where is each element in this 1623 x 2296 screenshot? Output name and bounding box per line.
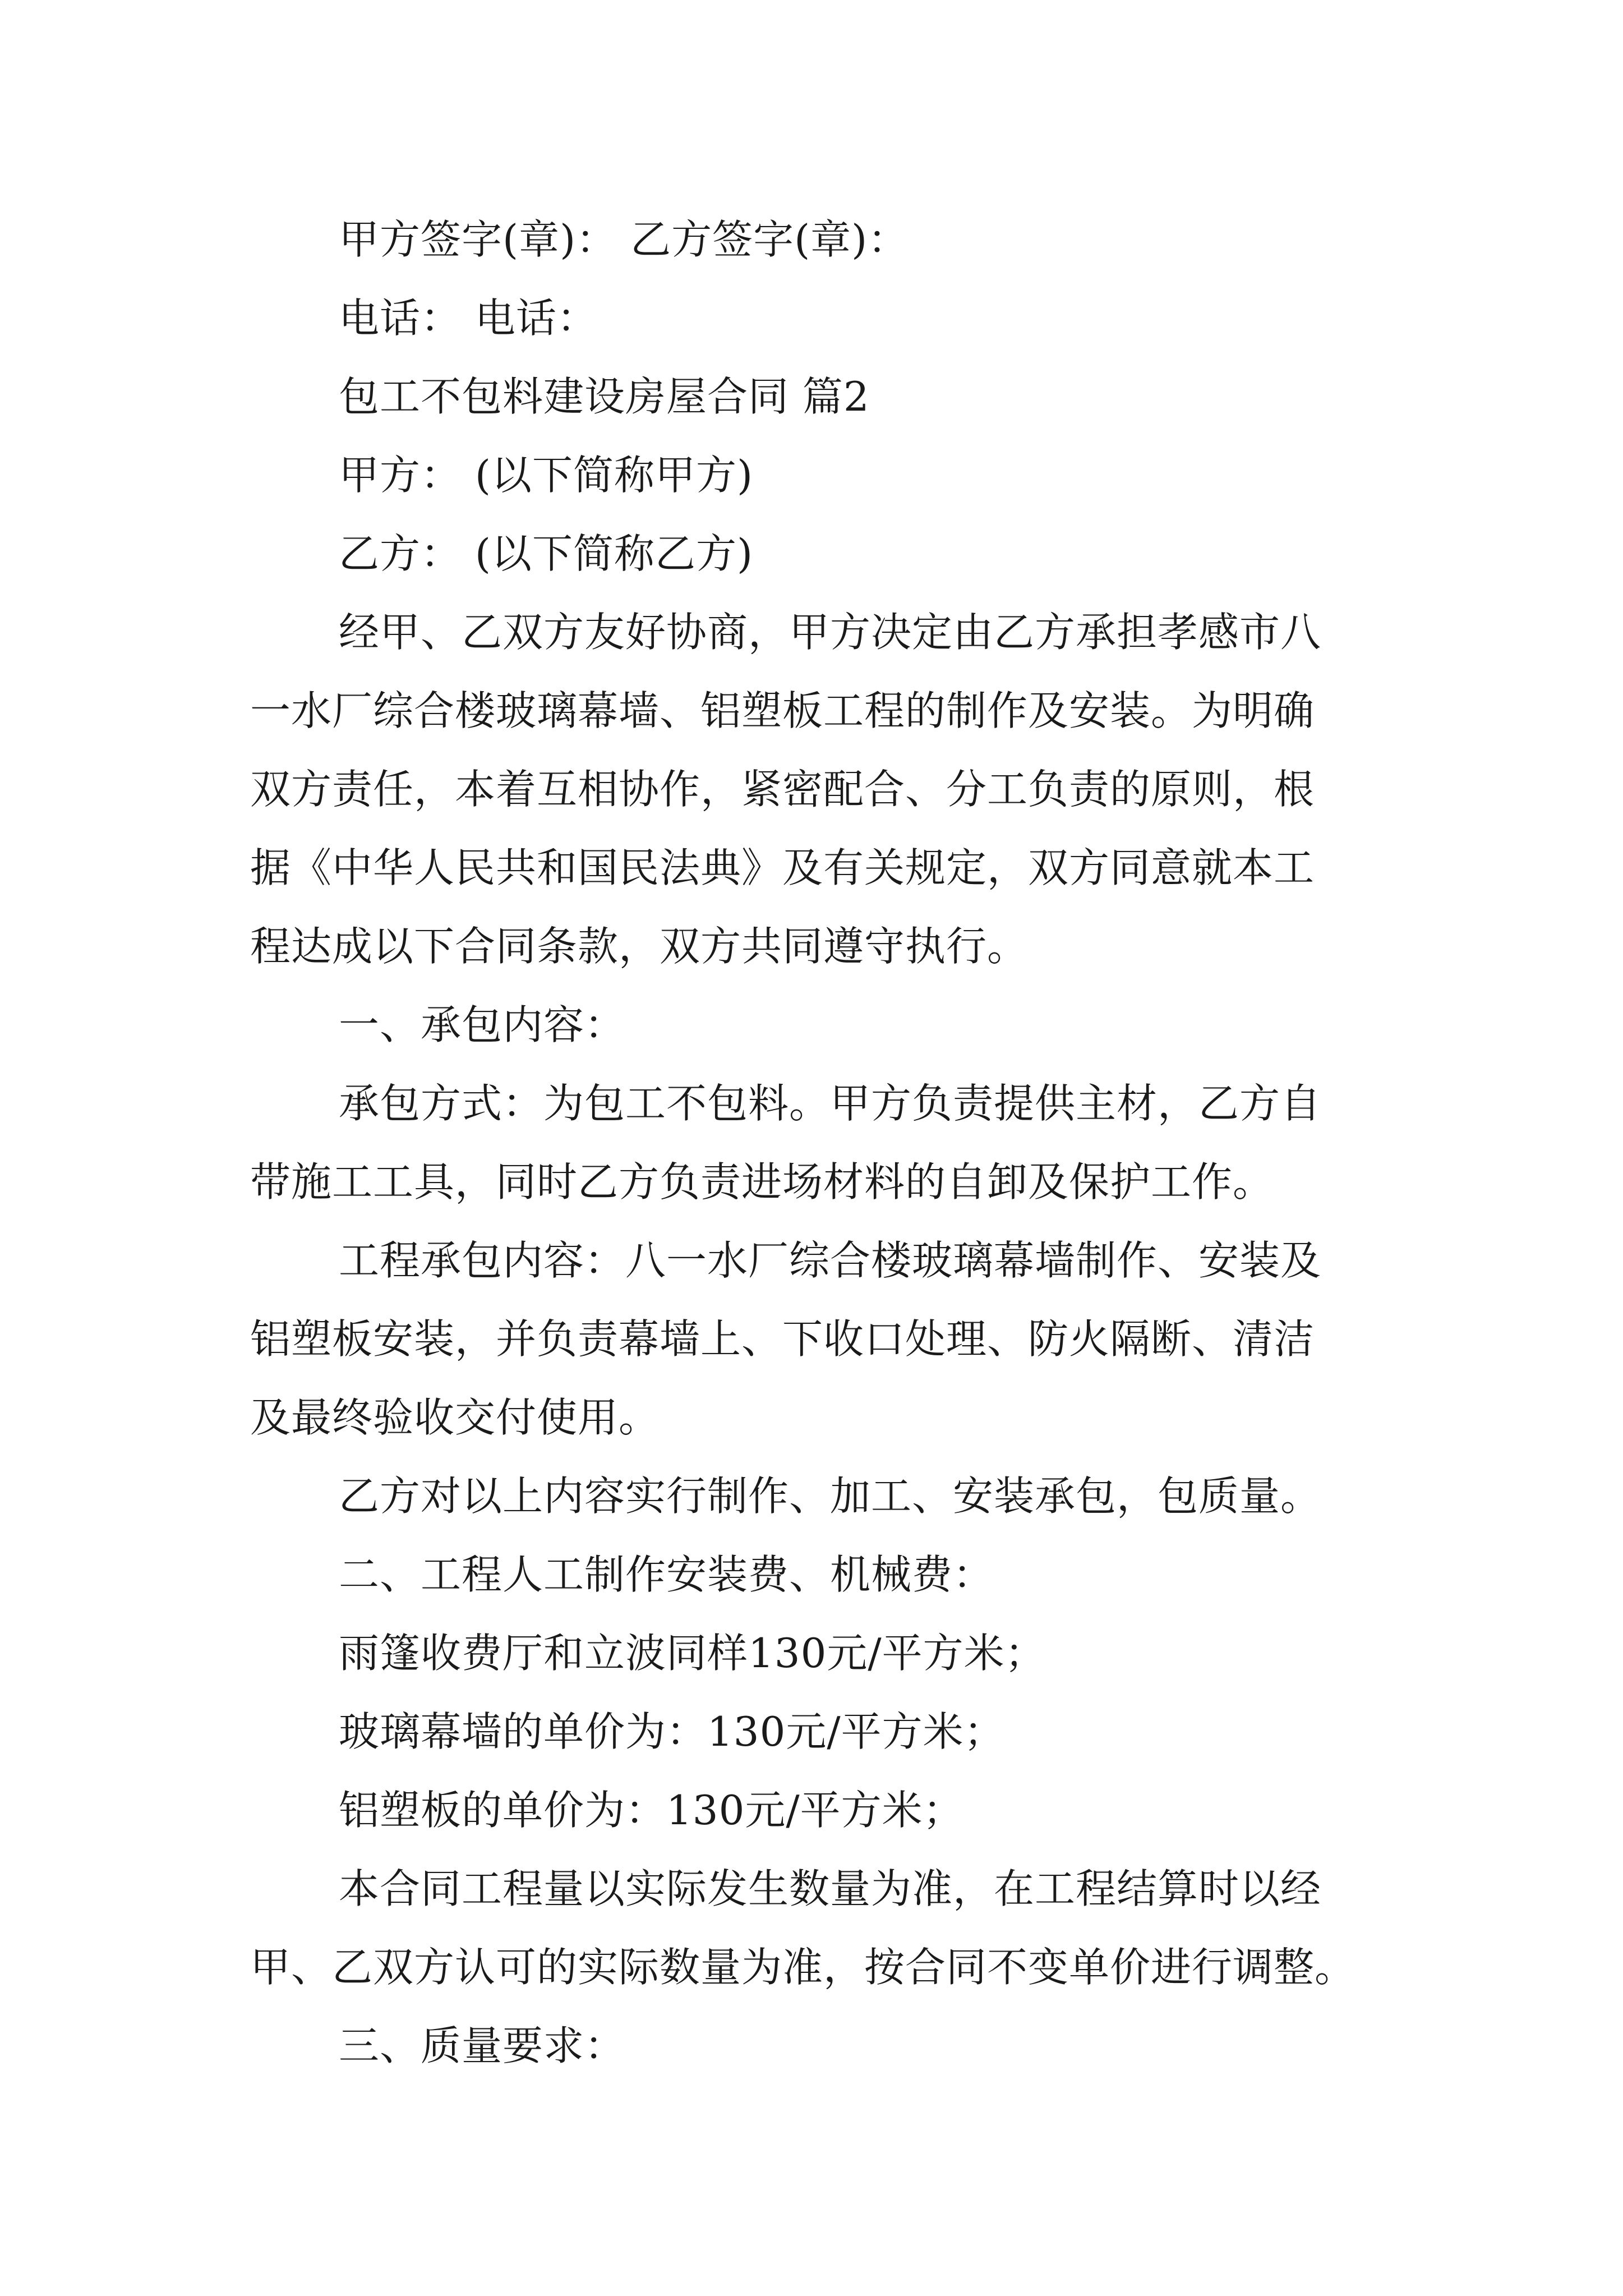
clause-heading: 二、工程人工制作安装费、机械费： [339, 1551, 994, 1598]
paragraph-line: 甲、乙双方认可的实际数量为准，按合同不变单价进行调整。 [250, 1944, 1356, 1991]
paragraph-line: 乙方对以上内容实行制作、加工、安装承包，包质量。 [339, 1473, 1322, 1520]
phone-line: 电话： 电话： [339, 295, 598, 342]
clause-heading: 三、质量要求： [339, 2022, 626, 2069]
price-line: 玻璃幕墙的单价为：130元/平方米； [339, 1708, 1005, 1755]
price-line: 雨篷收费厅和立波同样130元/平方米； [339, 1630, 1046, 1677]
paragraph-line: 双方责任，本着互相协作，紧密配合、分工负责的原则，根 [250, 766, 1315, 813]
price-line: 铝塑板的单价为：130元/平方米； [339, 1787, 964, 1834]
paragraph-line: 本合同工程量以实际发生数量为准，在工程结算时以经 [339, 1865, 1322, 1912]
party-a-line: 甲方： (以下简称甲方) [339, 452, 754, 499]
paragraph-line: 工程承包内容：八一水厂综合楼玻璃幕墙制作、安装及 [339, 1237, 1322, 1284]
paragraph-line: 承包方式：为包工不包料。甲方负责提供主材，乙方自 [339, 1080, 1322, 1127]
signature-line: 甲方签字(章)： 乙方签字(章)： [339, 216, 909, 263]
paragraph-line: 一水厂综合楼玻璃幕墙、铝塑板工程的制作及安装。为明确 [250, 687, 1315, 734]
paragraph-line: 经甲、乙双方友好协商，甲方决定由乙方承担孝感市八 [339, 609, 1322, 656]
paragraph-line: 程达成以下合同条款，双方共同遵守执行。 [250, 923, 1029, 970]
paragraph-line: 及最终验收交付使用。 [250, 1394, 660, 1441]
party-b-line: 乙方： (以下简称乙方) [339, 530, 754, 577]
paragraph-line: 铝塑板安装，并负责幕墙上、下收口处理、防火隔断、清洁 [250, 1315, 1315, 1363]
paragraph-line: 带施工工具，同时乙方负责进场材料的自卸及保护工作。 [250, 1158, 1274, 1205]
paragraph-line: 据《中华人民共和国民法典》及有关规定，双方同意就本工 [250, 844, 1315, 891]
section-title: 包工不包料建设房屋合同 篇2 [339, 373, 870, 420]
clause-heading: 一、承包内容： [339, 1001, 626, 1048]
